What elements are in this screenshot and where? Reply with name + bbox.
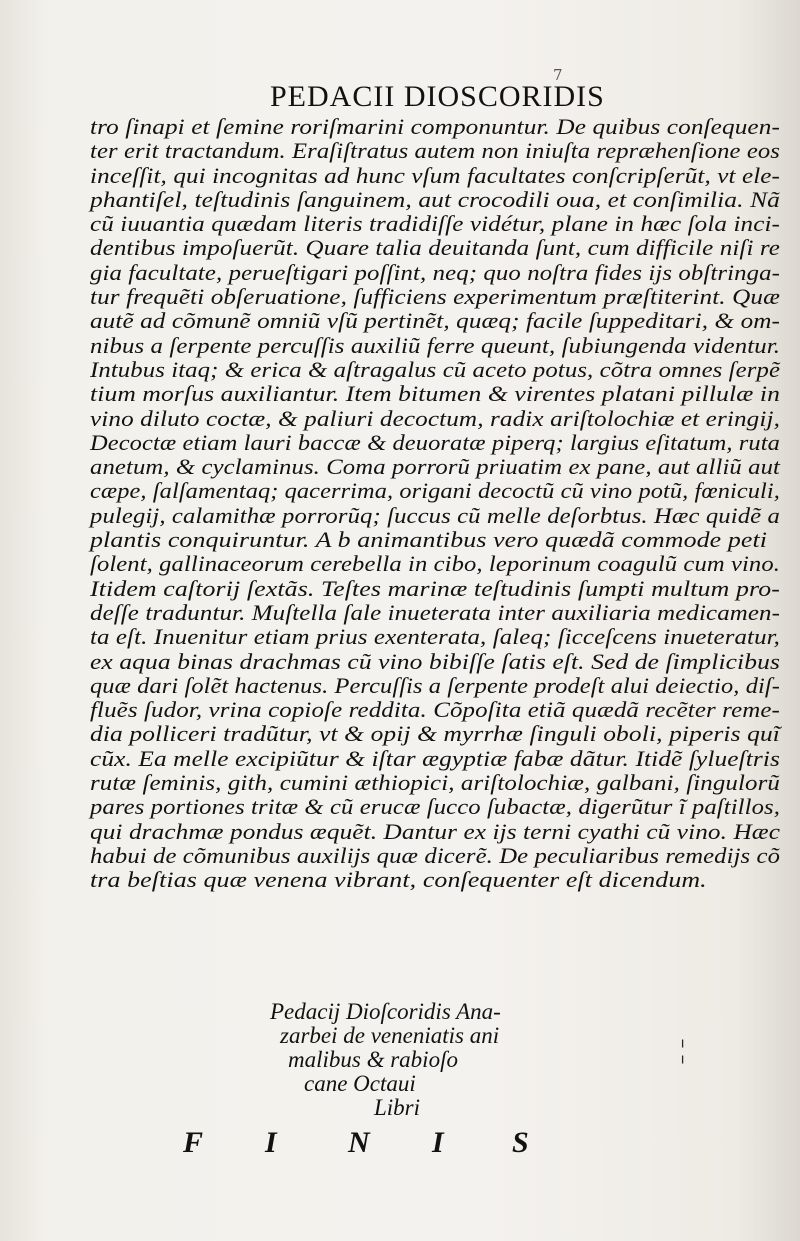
- text-line: phantiſel, teſtudinis ſanguinem, aut crocodili oua, et conſimilia. Nã: [90, 186, 781, 212]
- text-line: cũ iuuantia quædam literis tradidiſſe vidétur, plane in hæc ſola inci-: [90, 211, 780, 237]
- colophon-line: zarbei de veneniatis ani: [280, 1023, 500, 1048]
- colophon-line: Pedacij Dioſcoridis Ana-: [270, 999, 501, 1024]
- text-line: ter erit tractandum. Eraſiſtratus autem non iniuſta repræhenſione eos: [90, 138, 780, 164]
- text-line: dentibus impoſuerũt. Quare talia deuitanda ſunt, cum difficile niſi re: [90, 235, 781, 261]
- body-text: [90, 115, 780, 893]
- finis-letter: N: [348, 1126, 370, 1159]
- text-line: tium morſus auxiliantur. Item bitumen & virentes platani pillulæ in: [90, 381, 781, 407]
- colophon-line: malibus & rabioſo: [288, 1047, 458, 1072]
- text-line: plantis conquiruntur. A b animantibus vero quædã commode peti: [90, 527, 768, 553]
- finis-letter: F: [183, 1126, 204, 1159]
- text-line: rutæ ſeminis, gith, cumini æthiopici, ariſtolochiæ, galbani, ſingulorũ: [90, 770, 780, 796]
- running-head: PEDACII DIOSCORIDIS: [270, 80, 605, 113]
- colophon-line: cane Octaui: [304, 1071, 416, 1096]
- margin-mark: ¦: [680, 1035, 686, 1064]
- finis-letter: I: [432, 1126, 444, 1159]
- colophon-line: Libri: [374, 1095, 421, 1120]
- text-line: ſolent, gallinaceorum cerebella in cibo, leporinum coagulũ cum vino.: [90, 551, 781, 577]
- text-line: fluẽs ſudor, vrina copioſe reddita. Cõpoſita etiã quædã recẽter reme-: [90, 697, 780, 723]
- text-line: anetum, & cyclaminus. Coma porrorũ priuatim ex pane, aut alliũ aut: [90, 454, 781, 480]
- colophon: [270, 1000, 501, 1120]
- finis-letter: S: [512, 1126, 529, 1159]
- text-line: nibus a ſerpente percuſſis auxiliũ ferre queunt, ſubiungenda videntur.: [90, 332, 781, 358]
- text-line: tro ſinapi et ſemine roriſmarini componuntur. De quibus conſequen-: [90, 114, 780, 139]
- text-line: qui drachmæ pondus æquẽt. Dantur ex ijs terni cyathi cũ vino. Hæc: [90, 818, 781, 844]
- text-line: pulegij, calamithæ porrorũq; ſuccus cũ melle deſorbtus. Hæc quidẽ a: [90, 502, 780, 528]
- text-line: vino diluto coctæ, & paliuri decoctum, radix ariſtolochiæ et eringij,: [90, 405, 780, 431]
- text-line: deſſe traduntur. Muſtella ſale inueterata inter auxiliaria medicamen-: [90, 599, 781, 625]
- text-line: dia polliceri tradũtur, vt & opij & myrrhæ ſinguli oboli, piperis quĩ: [90, 721, 780, 747]
- text-line: ta eſt. Inuenitur etiam prius exenterata, ſaleq; ſicceſcens inueteratur,: [90, 624, 781, 650]
- text-line: quæ dari ſolẽt hactenus. Percuſſis a ſerpente prodeſt alui deiectio, diſ-: [90, 672, 781, 698]
- text-line: pares portiones tritæ & cũ erucæ ſucco ſubactæ, digerũtur ĩ paſtillos,: [90, 794, 780, 820]
- text-line: gia facultate, perueſtigari poſſint, neq; quo noſtra fides ijs obſtringa-: [90, 259, 781, 285]
- finis-letter: I: [265, 1126, 277, 1159]
- text-line: cũx. Ea melle excipiũtur & iſtar ægyptiæ fabæ dãtur. Itidẽ ſylueſtris: [90, 745, 781, 771]
- text-line: tur frequẽti obſeruatione, ſufficiens experimentum præſtiterint. Quæ: [90, 284, 780, 310]
- text-line: Itidem caſtorij ſextãs. Teſtes marinæ teſtudinis ſumpti multum pro-: [90, 575, 780, 601]
- page-number: 7: [553, 66, 563, 84]
- text-line: cæpe, ſalſamentaq; qacerrima, origani decoctũ cũ vino potũ, fœniculi,: [90, 478, 780, 504]
- text-line: Decoctæ etiam lauri baccæ & deuoratæ piperq; largius eſitatum, ruta: [90, 429, 780, 455]
- text-line: Intubus itaq; & erica & aſtragalus cũ aceto potus, cõtra omnes ſerpẽ: [90, 356, 781, 382]
- text-line: ex aqua binas drachmas cũ vino bibiſſe ſatis eſt. Sed de ſimplicibus: [90, 648, 781, 674]
- text-line: autẽ ad cõmunẽ omniũ vſũ pertinẽt, quæq; facile ſuppeditari, & om-: [90, 308, 781, 334]
- text-line: tra beſtias quæ venena vibrant, conſequenter eſt dicendum.: [90, 867, 707, 893]
- text-line: inceſſit, qui incognitas ad hunc vſum facultates conſcripſerũt, vt ele-: [90, 162, 781, 188]
- text-line: habui de cõmunibus auxilijs quæ dicerẽ. De peculiaribus remedijs cõ: [90, 842, 781, 868]
